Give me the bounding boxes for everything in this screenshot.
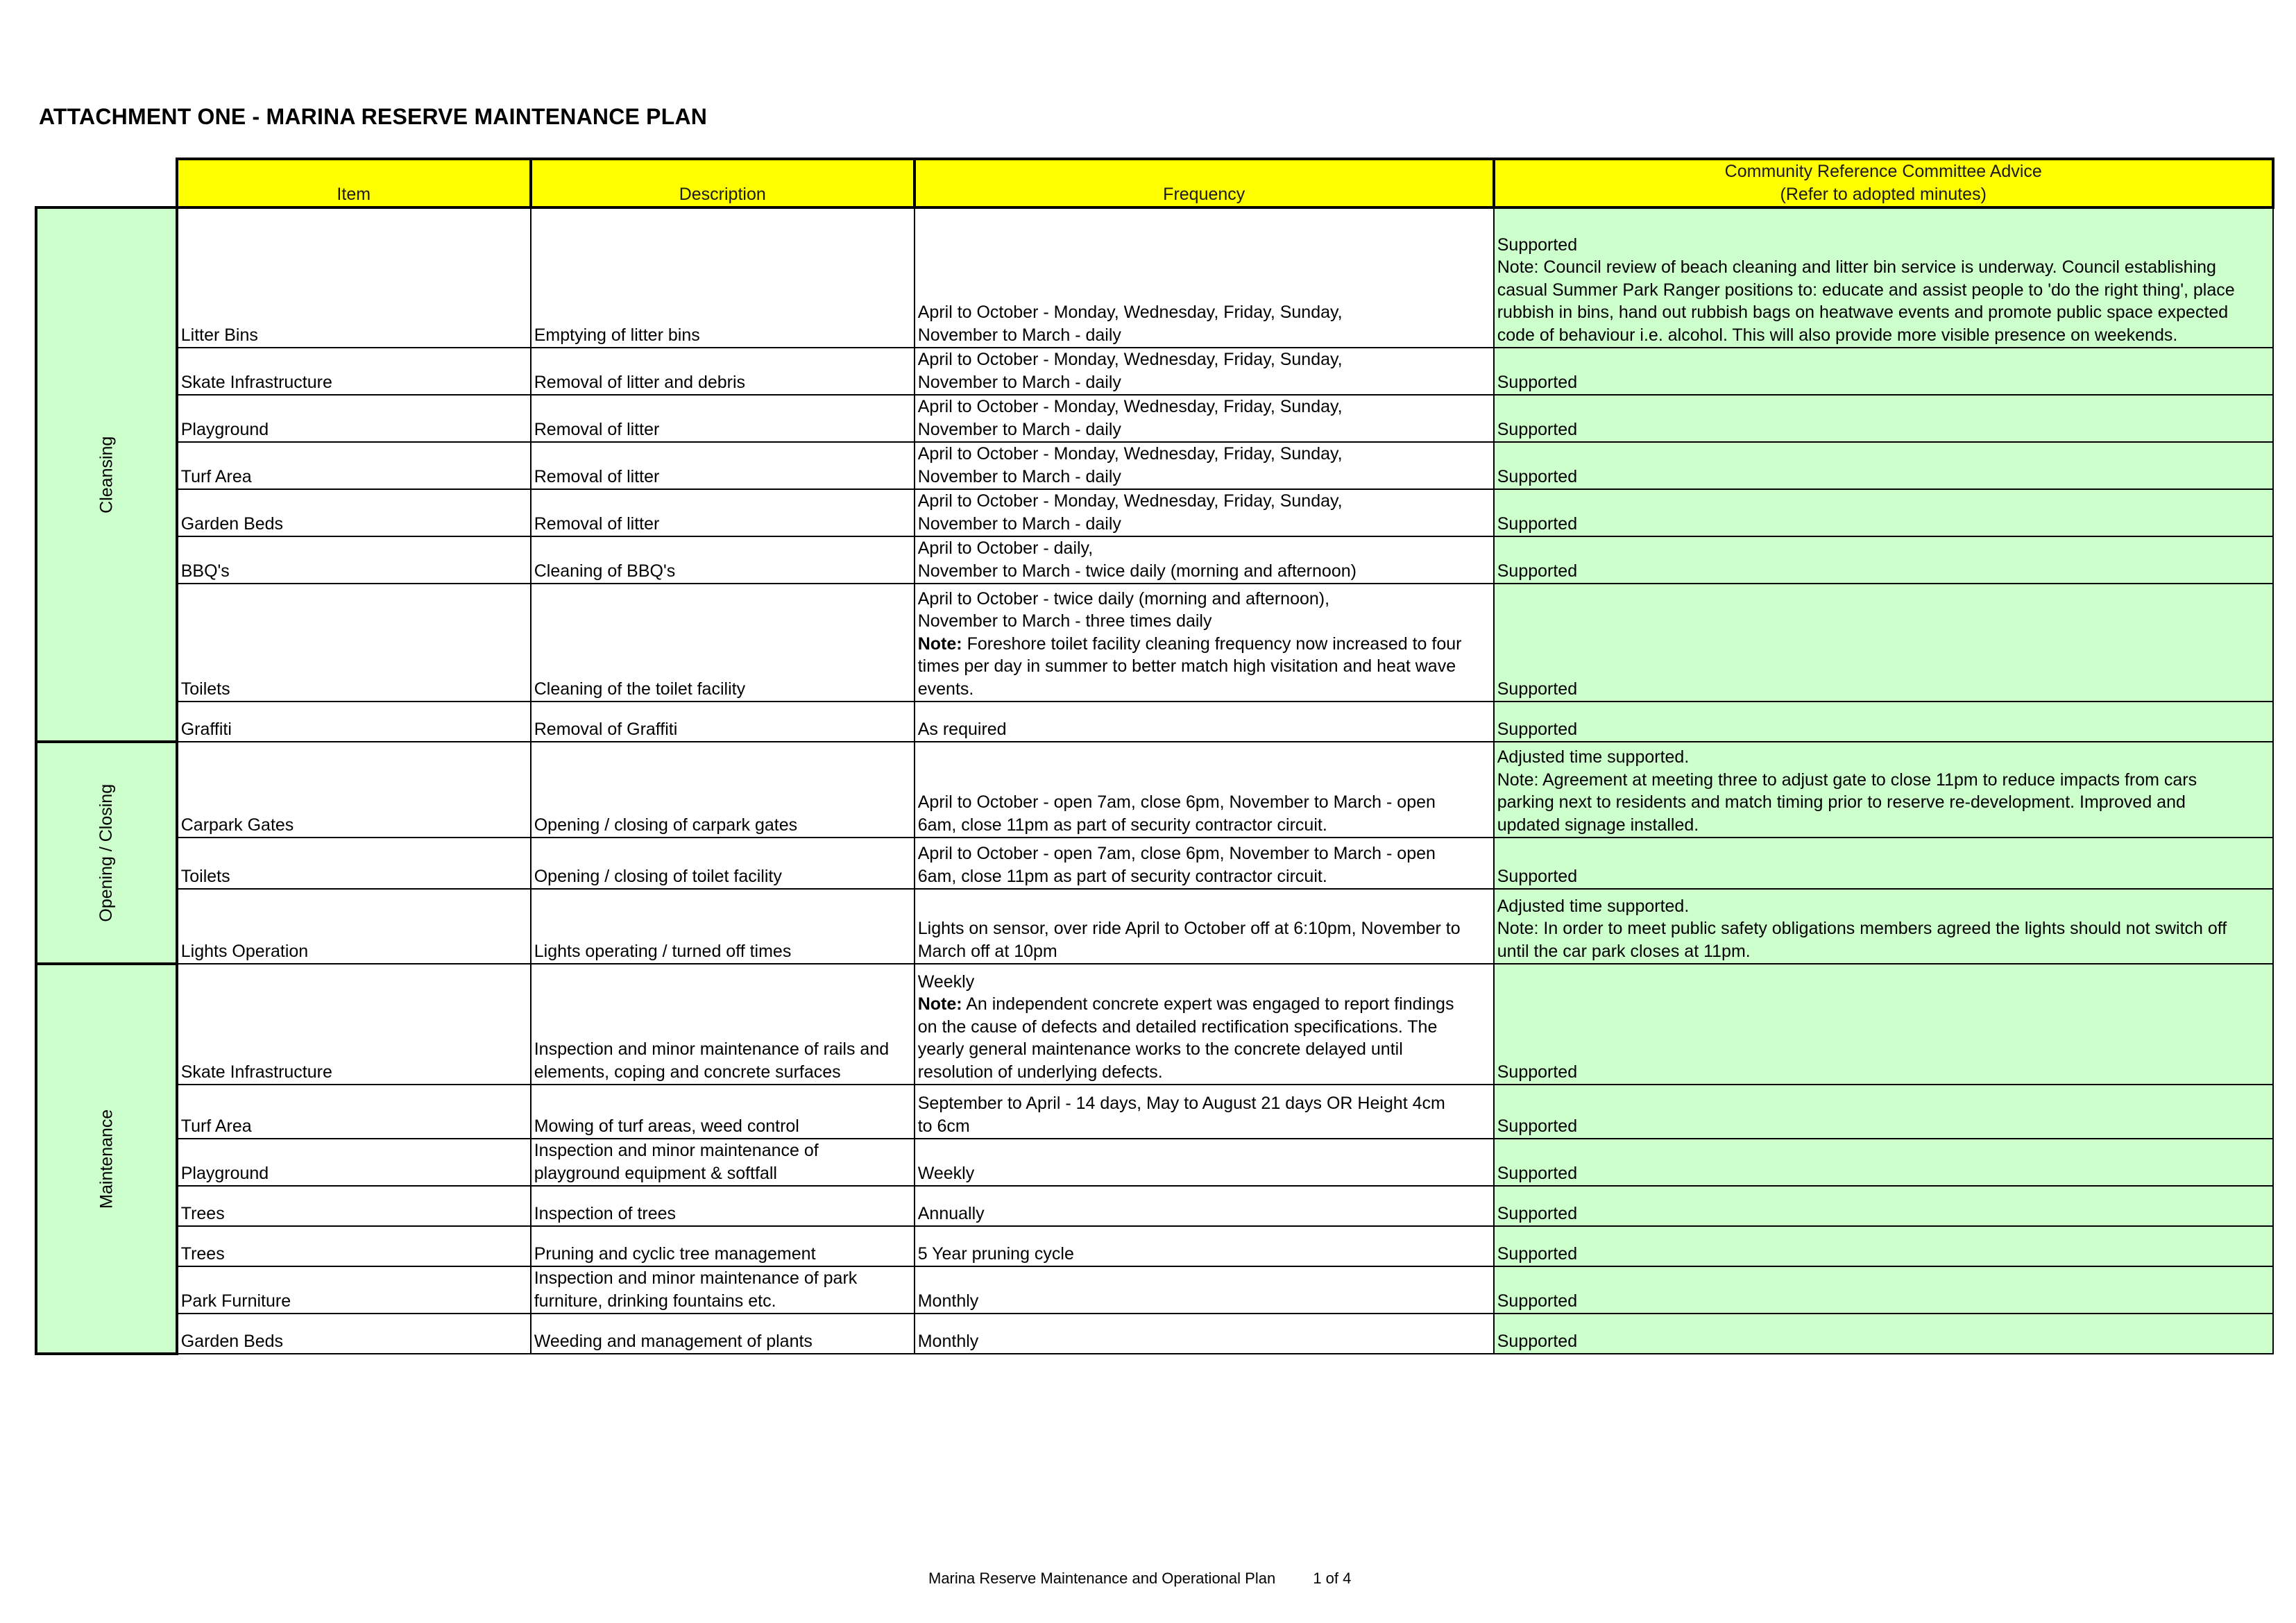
cell-advice (1494, 702, 2273, 742)
advice-line: Supported (1497, 679, 1578, 699)
frequency-line: Monthly (917, 1291, 979, 1311)
cell-advice (1494, 889, 2273, 964)
advice-line: Supported (1497, 1331, 1578, 1351)
cell-description: Mowing of turf areas, weed control (531, 1085, 915, 1139)
advice-line: Supported (1497, 1116, 1578, 1136)
cell-item: Graffiti (177, 702, 531, 742)
table-row (36, 442, 2273, 489)
header-row (36, 159, 2273, 207)
cell-advice (1494, 584, 2273, 702)
frequency-line: April to October - open 7am, close 6pm, November to March - open (917, 792, 1436, 812)
frequency-line: November to March - daily (917, 325, 1121, 345)
cell-frequency (915, 702, 1494, 742)
advice-line: Supported (1497, 419, 1578, 439)
footer-page-number: 1 of 4 (1313, 1570, 1352, 1587)
page-footer (928, 1570, 1351, 1588)
cell-item: Park Furniture (177, 1266, 531, 1314)
advice-line: Note: In order to meet public safety obligations members agreed the lights should not switch off (1497, 919, 2227, 938)
cell-item: Toilets (177, 838, 531, 889)
advice-line: Supported (1497, 235, 1578, 255)
table-row (36, 1226, 2273, 1266)
frequency-line: November to March - three times daily (917, 611, 1212, 631)
frequency-line: November to March - daily (917, 466, 1121, 486)
header-frequency: Frequency (915, 159, 1494, 207)
advice-line: casual Summer Park Ranger positions to: educate and assist people to 'do the right thing', place (1497, 280, 2235, 300)
frequency-line: April to October - Monday, Wednesday, Friday, Sunday, (917, 397, 1343, 416)
cell-advice (1494, 536, 2273, 584)
frequency-note-line: events. (917, 679, 974, 699)
cell-advice (1494, 1139, 2273, 1186)
table-row (36, 489, 2273, 536)
frequency-line: 6am, close 11pm as part of security contractor circuit. (917, 866, 1327, 886)
cell-item: Garden Beds (177, 489, 531, 536)
group-label: Opening / Closing (96, 783, 117, 922)
advice-line: rubbish in bins, hand out rubbish bags on heatwave events and promote public space expected (1497, 303, 2229, 322)
frequency-note-line: resolution of underlying defects. (917, 1062, 1163, 1082)
description-line: elements, coping and concrete surfaces (534, 1062, 841, 1082)
advice-line: Supported (1497, 719, 1578, 739)
frequency-line: Annually (917, 1203, 985, 1223)
cell-frequency (915, 1314, 1494, 1354)
cell-advice (1494, 395, 2273, 442)
group-label-cell (36, 207, 177, 742)
cell-frequency (915, 395, 1494, 442)
frequency-line: April to October - Monday, Wednesday, Friday, Sunday, (917, 444, 1343, 464)
advice-line: Supported (1497, 466, 1578, 486)
header-spacer (36, 159, 177, 207)
cell-description: Cleaning of the toilet facility (531, 584, 915, 702)
cell-advice (1494, 742, 2273, 838)
table-row (36, 889, 2273, 964)
advice-line: parking next to residents and match timing prior to reserve re-development. Improved and (1497, 792, 2186, 812)
cell-frequency (915, 838, 1494, 889)
table-row (36, 584, 2273, 702)
cell-advice (1494, 1226, 2273, 1266)
table-row (36, 964, 2273, 1085)
cell-item: Turf Area (177, 1085, 531, 1139)
frequency-line: April to October - twice daily (morning and afternoon), (917, 588, 1330, 609)
group-label: Maintenance (96, 1109, 117, 1209)
frequency-note-line (918, 993, 1490, 1016)
description-line: Inspection and minor maintenance of (534, 1141, 819, 1160)
frequency-note-line (918, 633, 1490, 656)
maintenance-plan-table (35, 158, 2274, 1355)
note-text: An independent concrete expert was engaged to report findings (962, 994, 1454, 1014)
header-item: Item (177, 159, 531, 207)
cell-item: Skate Infrastructure (177, 348, 531, 395)
advice-line: until the car park closes at 11pm. (1497, 941, 1751, 961)
cell-item: Toilets (177, 584, 531, 702)
advice-line: Supported (1497, 1203, 1578, 1223)
cell-frequency (915, 207, 1494, 348)
cell-item: Trees (177, 1226, 531, 1266)
frequency-line: September to April - 14 days, May to August 21 days OR Height 4cm (917, 1094, 1445, 1113)
frequency-line: April to October - Monday, Wednesday, Friday, Sunday, (917, 491, 1343, 511)
table-row (36, 1085, 2273, 1139)
cell-advice (1494, 348, 2273, 395)
group-label-cell (36, 742, 177, 964)
table-row (36, 702, 2273, 742)
cell-frequency (915, 1226, 1494, 1266)
page-title: ATTACHMENT ONE - MARINA RESERVE MAINTENANCE PLAN (39, 104, 708, 129)
description-line: Inspection and minor maintenance of park (534, 1268, 858, 1288)
frequency-note-line: times per day in summer to better match high visitation and heat wave (917, 656, 1456, 676)
cell-frequency (915, 742, 1494, 838)
table-row (36, 207, 2273, 348)
frequency-line: April to October - open 7am, close 6pm, November to March - open (917, 844, 1436, 863)
frequency-line: As required (917, 719, 1007, 739)
table-row (36, 395, 2273, 442)
advice-line: Supported (1497, 866, 1578, 886)
frequency-line: April to October - daily, (917, 538, 1094, 558)
cell-description: Removal of litter (531, 395, 915, 442)
frequency-line: to 6cm (917, 1116, 970, 1136)
cell-frequency (915, 1186, 1494, 1226)
cell-advice (1494, 442, 2273, 489)
cell-description: Cleaning of BBQ's (531, 536, 915, 584)
table-row (36, 1266, 2273, 1314)
cell-description: Inspection of trees (531, 1186, 915, 1226)
cell-frequency (915, 1266, 1494, 1314)
group-label: Cleansing (96, 436, 117, 513)
cell-frequency (915, 584, 1494, 702)
footer-label: Marina Reserve Maintenance and Operational Plan (928, 1570, 1276, 1587)
cell-advice (1494, 1085, 2273, 1139)
cell-frequency (915, 442, 1494, 489)
header-advice-line1: Community Reference Committee Advice (1724, 162, 2042, 181)
table-row (36, 742, 2273, 838)
cell-description: Opening / closing of carpark gates (531, 742, 915, 838)
cell-advice (1494, 207, 2273, 348)
cell-item: Trees (177, 1186, 531, 1226)
note-text: Foreshore toilet facility cleaning frequency now increased to four (962, 634, 1462, 654)
table-row (36, 838, 2273, 889)
frequency-line: Weekly (917, 971, 975, 992)
header-advice (1494, 159, 2273, 207)
frequency-line: November to March - daily (917, 513, 1121, 534)
advice-line: Adjusted time supported. (1497, 747, 1690, 767)
note-label: Note: (917, 634, 962, 654)
cell-description (531, 1139, 915, 1186)
cell-description (531, 964, 915, 1085)
header-advice-line2: (Refer to adopted minutes) (1780, 184, 1987, 204)
cell-item: Playground (177, 1139, 531, 1186)
cell-item: Carpark Gates (177, 742, 531, 838)
description-line: furniture, drinking fountains etc. (534, 1291, 776, 1311)
table-row (36, 536, 2273, 584)
cell-description: Opening / closing of toilet facility (531, 838, 915, 889)
cell-frequency (915, 1139, 1494, 1186)
cell-advice (1494, 1186, 2273, 1226)
cell-advice (1494, 964, 2273, 1085)
cell-item: Lights Operation (177, 889, 531, 964)
cell-item: Litter Bins (177, 207, 531, 348)
description-line: Inspection and minor maintenance of rails and (534, 1039, 890, 1059)
frequency-line: Lights on sensor, over ride April to October off at 6:10pm, November to (917, 919, 1461, 938)
frequency-line: 6am, close 11pm as part of security contractor circuit. (917, 815, 1327, 835)
frequency-line: April to October - Monday, Wednesday, Friday, Sunday, (917, 303, 1343, 322)
frequency-line: Monthly (917, 1331, 979, 1351)
table-row (36, 1139, 2273, 1186)
advice-line: Supported (1497, 1062, 1578, 1082)
advice-line: Supported (1497, 513, 1578, 534)
frequency-note-line: yearly general maintenance works to the concrete delayed until (917, 1039, 1403, 1059)
advice-line: Supported (1497, 372, 1578, 392)
frequency-line: Weekly (917, 1163, 975, 1183)
table-row (36, 348, 2273, 395)
cell-frequency (915, 889, 1494, 964)
advice-line: Supported (1497, 1291, 1578, 1311)
cell-frequency (915, 348, 1494, 395)
cell-description: Lights operating / turned off times (531, 889, 915, 964)
cell-description: Removal of litter (531, 442, 915, 489)
cell-frequency (915, 1085, 1494, 1139)
table-row (36, 1186, 2273, 1226)
advice-line: Adjusted time supported. (1497, 896, 1690, 916)
table-row (36, 1314, 2273, 1354)
cell-description: Removal of Graffiti (531, 702, 915, 742)
cell-advice (1494, 838, 2273, 889)
cell-description: Pruning and cyclic tree management (531, 1226, 915, 1266)
advice-line: updated signage installed. (1497, 815, 1699, 835)
advice-line: Note: Council review of beach cleaning and litter bin service is underway. Council establishing (1497, 257, 2216, 277)
cell-item: Garden Beds (177, 1314, 531, 1354)
note-label: Note: (917, 994, 962, 1014)
group-label-cell (36, 964, 177, 1354)
header-description: Description (531, 159, 915, 207)
frequency-line: November to March - daily (917, 419, 1121, 439)
advice-line: code of behaviour i.e. alcohol. This will also provide more visible presence on weekends. (1497, 325, 2178, 345)
table-body (36, 207, 2273, 1354)
cell-frequency (915, 964, 1494, 1085)
cell-description: Removal of litter (531, 489, 915, 536)
cell-frequency (915, 489, 1494, 536)
frequency-line: November to March - twice daily (morning and afternoon) (917, 561, 1357, 581)
cell-item: BBQ's (177, 536, 531, 584)
frequency-line: 5 Year pruning cycle (917, 1243, 1074, 1264)
cell-advice (1494, 489, 2273, 536)
cell-description: Weeding and management of plants (531, 1314, 915, 1354)
frequency-line: November to March - daily (917, 372, 1121, 392)
frequency-line: April to October - Monday, Wednesday, Friday, Sunday, (917, 350, 1343, 369)
cell-advice (1494, 1314, 2273, 1354)
cell-description: Emptying of litter bins (531, 207, 915, 348)
advice-line: Supported (1497, 561, 1578, 581)
cell-advice (1494, 1266, 2273, 1314)
frequency-line: March off at 10pm (917, 941, 1057, 961)
cell-frequency (915, 536, 1494, 584)
cell-item: Playground (177, 395, 531, 442)
description-line: playground equipment & softfall (534, 1163, 777, 1183)
advice-line: Supported (1497, 1243, 1578, 1264)
cell-description (531, 1266, 915, 1314)
advice-line: Supported (1497, 1163, 1578, 1183)
advice-line: Note: Agreement at meeting three to adjust gate to close 11pm to reduce impacts from cars (1497, 770, 2197, 790)
cell-item: Turf Area (177, 442, 531, 489)
cell-item: Skate Infrastructure (177, 964, 531, 1085)
cell-description: Removal of litter and debris (531, 348, 915, 395)
frequency-note-line: on the cause of defects and detailed rectification specifications. The (917, 1017, 1438, 1037)
